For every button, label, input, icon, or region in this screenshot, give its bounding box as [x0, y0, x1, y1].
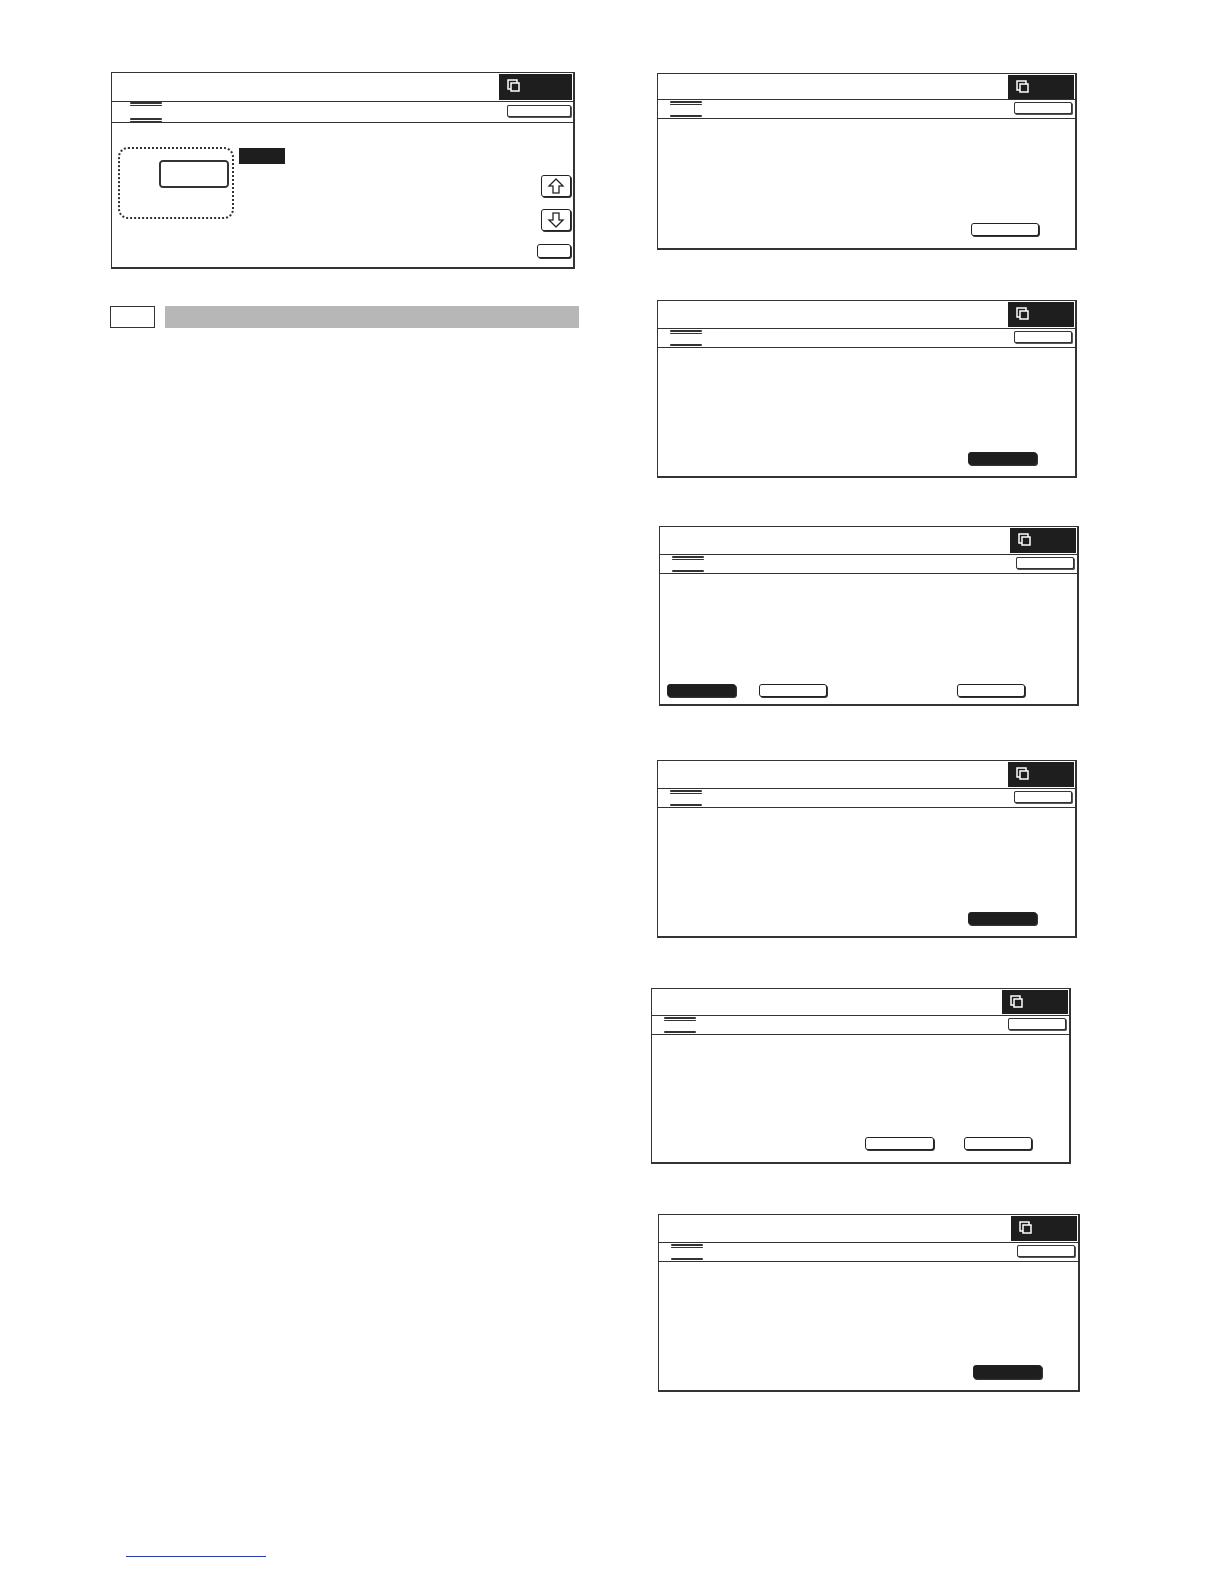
- menu-lines-icon[interactable]: [670, 330, 702, 349]
- section-number-box: [110, 306, 155, 328]
- right-button[interactable]: [957, 684, 1025, 697]
- copy-mode-icon: [1016, 307, 1030, 321]
- mode-indicator[interactable]: [1008, 762, 1074, 787]
- section-title-bar: [165, 306, 579, 328]
- ok-button[interactable]: [537, 244, 571, 258]
- key-group: [118, 147, 234, 219]
- copy-mode-icon: [1010, 995, 1024, 1009]
- copy-mode-icon: [1016, 80, 1030, 94]
- button-b[interactable]: [964, 1137, 1032, 1150]
- small-button[interactable]: [1016, 557, 1074, 569]
- scroll-up-button[interactable]: [541, 175, 571, 197]
- mode-indicator[interactable]: [1002, 990, 1068, 1014]
- small-button[interactable]: [1008, 1018, 1066, 1030]
- small-button[interactable]: [1014, 791, 1072, 803]
- settings-panel-7: [658, 1214, 1080, 1392]
- menu-lines-icon[interactable]: [664, 1017, 696, 1036]
- copy-mode-icon: [1019, 1221, 1033, 1235]
- left-button-selected[interactable]: [667, 684, 736, 697]
- settings-panel-2: [657, 73, 1077, 250]
- settings-panel-main: [111, 72, 575, 269]
- menu-lines-icon[interactable]: [672, 556, 704, 575]
- scroll-down-button[interactable]: [541, 209, 571, 231]
- small-button[interactable]: [1014, 331, 1072, 343]
- selected-tag[interactable]: [239, 148, 285, 164]
- small-button[interactable]: [1017, 1245, 1075, 1257]
- arrow-down-icon: [547, 211, 565, 229]
- arrow-up-icon: [547, 177, 565, 195]
- small-button[interactable]: [507, 105, 571, 117]
- menu-lines-icon[interactable]: [130, 102, 162, 123]
- settings-panel-3: [657, 300, 1077, 478]
- settings-panel-6: [651, 988, 1071, 1164]
- copy-mode-icon: [1016, 767, 1030, 781]
- copy-mode-icon: [507, 79, 521, 93]
- menu-lines-icon[interactable]: [671, 1244, 703, 1263]
- mode-indicator[interactable]: [499, 74, 572, 100]
- settings-panel-4: [659, 526, 1079, 706]
- action-button-selected[interactable]: [968, 452, 1037, 465]
- menu-lines-icon[interactable]: [670, 101, 702, 120]
- left-button[interactable]: [759, 684, 827, 697]
- mode-indicator[interactable]: [1008, 302, 1074, 327]
- small-button[interactable]: [1014, 102, 1072, 114]
- action-button-selected[interactable]: [973, 1365, 1042, 1379]
- entry-field[interactable]: [159, 160, 229, 188]
- mode-indicator[interactable]: [1010, 528, 1076, 553]
- menu-lines-icon[interactable]: [670, 790, 702, 809]
- button-a[interactable]: [865, 1137, 934, 1150]
- settings-panel-5: [657, 760, 1077, 938]
- mode-indicator[interactable]: [1011, 1216, 1077, 1241]
- action-button[interactable]: [971, 223, 1039, 236]
- footer-link[interactable]: [126, 1556, 266, 1557]
- copy-mode-icon: [1018, 533, 1032, 547]
- mode-indicator[interactable]: [1008, 75, 1074, 99]
- panel-subheader: [112, 101, 573, 123]
- action-button-selected[interactable]: [968, 912, 1037, 925]
- panel-header: [112, 73, 573, 102]
